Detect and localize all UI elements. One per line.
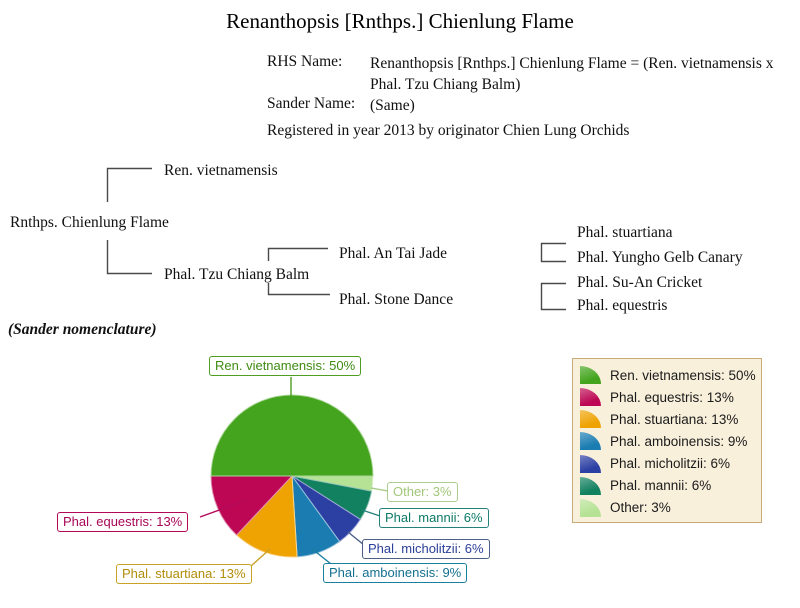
tree-node-grandparent-top: Phal. An Tai Jade: [339, 245, 447, 262]
pie-label-text: Phal. mannii: 6%: [385, 510, 483, 525]
pie-label-micholitzii: [362, 539, 490, 559]
tree-node-ggp-yungho: Phal. Yungho Gelb Canary: [577, 249, 743, 266]
legend-swatch: [580, 388, 601, 406]
legend-item: [580, 476, 755, 496]
pie-label-text: Phal. stuartiana: 13%: [122, 566, 246, 581]
tree-node-root: Rnthps. Chienlung Flame: [10, 214, 169, 231]
legend-swatch: [580, 455, 601, 473]
tree-node-grandparent-bottom: Phal. Stone Dance: [339, 291, 454, 308]
tree-node-parent-bottom: Phal. Tzu Chiang Balm: [164, 266, 310, 283]
sander-name-value: (Same): [370, 97, 415, 114]
page-title: Renanthopsis [Rnthps.] Chienlung Flame: [226, 9, 574, 33]
pie-label-text: Phal. micholitzii: 6%: [368, 541, 484, 556]
legend-swatch: [580, 366, 601, 384]
pie-label-other: [387, 482, 458, 502]
legend-swatch: [580, 477, 601, 495]
tree-node-ggp-suan: Phal. Su-An Cricket: [577, 274, 703, 291]
pie-label-stuartiana: [116, 564, 252, 584]
pie-label-text: Phal. amboinensis: 9%: [329, 565, 462, 580]
legend-item: [580, 409, 755, 429]
pie-label-text: Ren. vietnamensis: 50%: [215, 358, 356, 373]
pie-label-vietnamensis: [209, 356, 361, 376]
pie-label-text: Phal. equestris: 13%: [63, 514, 183, 529]
legend-item: [580, 387, 755, 407]
rhs-name-label: RHS Name:: [267, 53, 343, 70]
legend-label: Phal. micholitzii: 6%: [610, 456, 731, 472]
registration-line: Registered in year 2013 by originator Chien Lung Orchids: [267, 122, 630, 139]
pie-label-text: Other: 3%: [393, 484, 452, 499]
pie-label-amboinensis: [323, 563, 467, 583]
legend-label: Phal. stuartiana: 13%: [610, 411, 739, 427]
sander-name-label: Sander Name:: [267, 95, 356, 112]
legend-item: [580, 454, 755, 474]
legend-label: Phal. amboinensis: 9%: [610, 433, 748, 449]
rhs-name-value: Renanthopsis [Rnthps.] Chienlung Flame = (Ren. vietnamensis x Phal. Tzu Chiang Balm): [370, 55, 774, 93]
pie-legend: [572, 358, 762, 523]
legend-item: [580, 431, 755, 451]
pie-label-equestris: [57, 512, 188, 532]
legend-swatch: [580, 410, 601, 428]
legend-item: [580, 498, 755, 518]
legend-label: Phal. equestris: 13%: [610, 389, 734, 405]
legend-label: Ren. vietnamensis: 50%: [610, 367, 756, 383]
pie-label-mannii: [379, 508, 489, 528]
legend-swatch: [580, 432, 601, 450]
sander-nomenclature-note: (Sander nomenclature): [8, 321, 157, 338]
tree-node-ggp-equestris: Phal. equestris: [577, 297, 668, 314]
tree-node-parent-top: Ren. vietnamensis: [164, 162, 278, 179]
legend-swatch: [580, 499, 601, 517]
tree-node-ggp-stuartiana: Phal. stuartiana: [577, 224, 673, 241]
legend-label: Phal. mannii: 6%: [610, 478, 712, 494]
legend-item: [580, 365, 755, 385]
legend-label: Other: 3%: [610, 500, 671, 516]
